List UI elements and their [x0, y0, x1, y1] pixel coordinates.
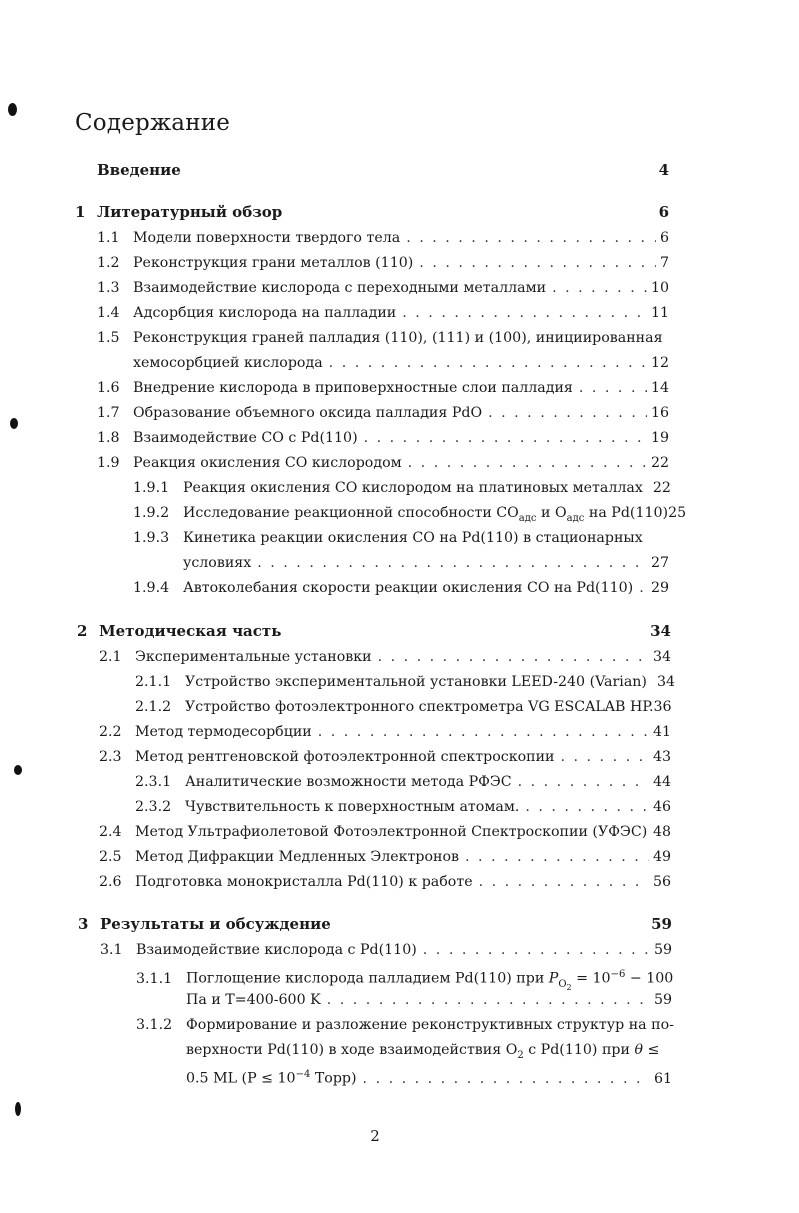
toc-page: 59 [651, 915, 672, 933]
toc-number: 2.4 [99, 824, 122, 840]
toc-leader [518, 773, 649, 791]
toc-title-cont: условиях [183, 555, 252, 571]
toc-number: 2.3.1 [135, 774, 172, 790]
toc-page: 29 [650, 580, 669, 596]
toc-title: Взаимодействие кислорода с Pd(110) [136, 942, 417, 958]
scan-speck [10, 418, 18, 429]
toc-subsection-2-1-1[interactable] [135, 673, 676, 691]
subscript: 2 [566, 982, 572, 992]
toc-subsection-2-1-2[interactable] [135, 698, 671, 716]
toc-page: 19 [650, 430, 669, 446]
toc-page: 27 [650, 555, 669, 571]
page-number: 2 [370, 1127, 380, 1145]
toc-page: 56 [652, 874, 671, 890]
toc-title: Взаимодействие кислорода с переходными металлами [133, 280, 547, 296]
toc-number: 3.1.1 [136, 970, 173, 987]
toc-page: 14 [650, 380, 669, 396]
toc-leader [318, 723, 649, 741]
toc-number: 1.9.3 [133, 530, 170, 546]
toc-page: 43 [652, 749, 671, 765]
toc-title-part: Исследование реакционной способности CO [183, 505, 519, 521]
toc-title: Экспериментальные установки [135, 649, 372, 665]
toc-title: Формирование и разложение реконструктивных структур на по- [186, 1017, 674, 1033]
toc-subsection-2-3-2[interactable] [135, 798, 671, 816]
toc-title-part: = 10 [571, 970, 611, 987]
toc-leader [419, 254, 656, 272]
toc-title: Реакция окисления CO кислородом [133, 455, 402, 471]
toc-number: 2.3.2 [135, 799, 172, 815]
toc-title-part: − 100 [625, 970, 674, 987]
toc-title: Метод термодесорбции [135, 724, 312, 740]
toc-title: Образование объемного оксида палладия PdO [133, 405, 483, 421]
toc-number: 2.6 [99, 874, 122, 890]
toc-title: Подготовка монокристалла Pd(110) к работе [135, 874, 473, 890]
toc-page: 34 [652, 649, 671, 665]
toc-title: Методическая часть [99, 622, 282, 640]
toc-leader [327, 991, 650, 1009]
toc-title: Метод рентгеновской фотоэлектронной спектроскопии [135, 749, 555, 765]
toc-subsection-1-9-1[interactable] [133, 479, 669, 497]
toc-number: 2 [77, 622, 88, 640]
toc-leader [579, 379, 647, 397]
toc-title: Внедрение кислорода в приповерхностные слои палладия [133, 380, 573, 396]
toc-page: 46 [652, 799, 671, 815]
toc-title-part: и O [536, 505, 567, 521]
toc-subsection-3-1-2-cont2[interactable] [186, 1066, 672, 1088]
toc-page: 6 [659, 230, 669, 246]
toc-title: Устройство экспериментальной установки LEED-240 (Varian) [185, 674, 647, 690]
toc-title-cont: хемосорбцией кислорода [133, 355, 323, 371]
toc-title: Кинетика реакции окисления CO на Pd(110) в стационарных [183, 530, 643, 546]
toc-title: Реконструкция грани металлов (110) [133, 255, 414, 271]
toc-number: 2.2 [99, 724, 122, 740]
toc-section-2-5[interactable] [99, 848, 671, 866]
toc-number: 2.5 [99, 849, 122, 865]
toc-page: 7 [659, 255, 669, 271]
toc-subsection-1-9-2[interactable] [133, 504, 687, 528]
toc-section-1-5-cont[interactable] [133, 354, 669, 372]
toc-number: 1.9.4 [133, 580, 170, 596]
toc-title-cont [186, 1041, 659, 1065]
toc-page: 22 [650, 455, 669, 471]
toc-page: 4 [658, 161, 669, 179]
scan-speck [15, 1102, 21, 1116]
toc-page: 22 [652, 480, 671, 496]
toc-number: 3.1.2 [136, 1017, 173, 1033]
toc-leader [479, 873, 649, 891]
toc-subsection-1-9-3[interactable] [133, 529, 669, 547]
toc-page: 10 [650, 280, 669, 296]
toc-subsection-1-9-3-cont[interactable] [183, 554, 669, 572]
subscript: O [558, 978, 567, 990]
toc-page: 12 [650, 355, 669, 371]
toc-section-1-6[interactable] [97, 379, 669, 397]
subscript: адс [566, 512, 585, 524]
toc-number: 1 [75, 203, 86, 221]
toc-section-2-1[interactable] [99, 648, 671, 666]
toc-page: 61 [653, 1070, 672, 1087]
toc-number: 3 [78, 915, 89, 933]
toc-title-part: Торр) [310, 1070, 357, 1087]
toc-title: Реконструкция граней палладия (110), (111) и (100), инициированная [133, 330, 663, 346]
toc-section-1-1[interactable] [97, 229, 669, 247]
toc-page: 34 [650, 622, 671, 640]
toc-leader [423, 941, 650, 959]
toc-number: 1.4 [97, 305, 120, 321]
toc-title: Модели поверхности твердого тела [133, 230, 401, 246]
scan-speck [8, 103, 17, 116]
toc-leader [552, 279, 647, 297]
subscript: адс [518, 512, 537, 524]
toc-leader [406, 229, 656, 247]
toc-section-2-3[interactable] [99, 748, 671, 766]
toc-title-part: с Pd(110) при [523, 1042, 635, 1058]
toc-number: 1.6 [97, 380, 120, 396]
toc-leader [402, 304, 647, 322]
toc-page: 59 [653, 992, 672, 1008]
toc-section-1-2[interactable] [97, 254, 669, 272]
toc-subsection-3-1-1-cont[interactable] [186, 991, 672, 1009]
math-symbol: θ [634, 1042, 644, 1058]
subscript: 2 [517, 1049, 524, 1061]
scan-speck [14, 765, 22, 775]
toc-title: Метод Ультрафиолетовой Фотоэлектронной Спектроскопии (УФЭС) [135, 824, 648, 840]
superscript: −6 [610, 969, 626, 980]
toc-number: 1.9.2 [133, 505, 170, 521]
toc-leader [363, 1070, 650, 1088]
toc-number: 2.3 [99, 749, 122, 765]
toc-leader [525, 798, 649, 816]
toc-intro[interactable] [97, 161, 669, 179]
toc-leader [364, 429, 647, 447]
superscript: −4 [295, 1069, 311, 1080]
toc-section-3-1[interactable] [100, 941, 672, 959]
toc-leader [378, 648, 649, 666]
toc-number: 1.8 [97, 430, 120, 446]
math-symbol: P [548, 970, 559, 987]
toc-leader [408, 454, 647, 472]
page-title: Содержание [75, 110, 231, 136]
toc-title: Метод Дифракции Медленных Электронов [135, 849, 459, 865]
toc-title: Автоколебания скорости реакции окисления CO на Pd(110) [183, 580, 634, 596]
toc-title-part: Поглощение кислорода палладием Pd(110) при [186, 970, 549, 987]
toc-page: 25 [668, 505, 687, 521]
toc-title: Результаты и обсуждение [100, 915, 331, 933]
toc-title: Литературный обзор [97, 203, 283, 221]
toc-number: 2.1.1 [135, 674, 172, 690]
toc-title-cont: Па и T=400-600 K [186, 992, 321, 1008]
toc-section-2-4[interactable] [99, 823, 671, 841]
toc-leader [488, 404, 647, 422]
toc-title-part: 0.5 ML (P ≤ 10 [186, 1070, 296, 1087]
toc-title: Устройство фотоэлектронного спектрометра VG ESCALAB HP. [185, 699, 654, 715]
toc-title: Аналитические возможности метода РФЭС [185, 774, 512, 790]
toc-number: 1.5 [97, 330, 120, 346]
toc-number: 1.9 [97, 455, 120, 471]
toc-number: 1.3 [97, 280, 120, 296]
toc-number: 1.9.1 [133, 480, 170, 496]
toc-title: Взаимодействие CO с Pd(110) [133, 430, 358, 446]
toc-section-2-2[interactable] [99, 723, 671, 741]
toc-title-part: верхности Pd(110) в ходе взаимодействия O [186, 1042, 518, 1058]
toc-number: 1.2 [97, 255, 120, 271]
toc-section-1-3[interactable] [97, 279, 669, 297]
toc-chapter-3[interactable] [78, 915, 672, 933]
toc-section-1-7[interactable] [97, 404, 669, 422]
toc-section-1-4[interactable] [97, 304, 669, 322]
toc-page: 49 [652, 849, 671, 865]
toc-page: 11 [650, 305, 669, 321]
toc-title [183, 504, 668, 528]
toc-page: 44 [652, 774, 671, 790]
toc-section-1-8[interactable] [97, 429, 669, 447]
toc-leader [639, 579, 647, 597]
toc-number: 3.1 [100, 942, 123, 958]
toc-page: 41 [652, 724, 671, 740]
toc-subsection-3-1-2[interactable] [136, 1016, 672, 1034]
toc-title-part: ≤ [643, 1042, 660, 1058]
toc-number: 2.1.2 [135, 699, 172, 715]
toc-chapter-1[interactable] [75, 203, 669, 221]
toc-leader [257, 554, 647, 572]
toc-section-2-6[interactable] [99, 873, 671, 891]
toc-subsection-2-3-1[interactable] [135, 773, 671, 791]
toc-title: Введение [97, 161, 181, 179]
toc-chapter-2[interactable] [77, 622, 671, 640]
toc-section-1-9[interactable] [97, 454, 669, 472]
toc-page: 16 [650, 405, 669, 421]
toc-title: Чувствительность к поверхностным атомам. [185, 799, 520, 815]
toc-leader [329, 354, 647, 372]
toc-page: 6 [658, 203, 669, 221]
toc-title-cont [186, 1066, 357, 1088]
toc-number: 2.1 [99, 649, 122, 665]
toc-page: 36 [653, 699, 672, 715]
toc-subsection-3-1-2-cont[interactable] [186, 1041, 672, 1065]
toc-page: 48 [652, 824, 671, 840]
toc-title: Реакция окисления CO кислородом на платиновых металлах [183, 480, 643, 496]
toc-page: 59 [653, 942, 672, 958]
toc-leader [561, 748, 649, 766]
toc-leader [465, 848, 649, 866]
toc-page: 34 [656, 674, 676, 690]
toc-section-1-5[interactable] [97, 329, 669, 347]
toc-title-part: на Pd(110) [584, 505, 669, 521]
toc-title: Адсорбция кислорода на палладии [133, 305, 397, 321]
toc-number: 1.1 [97, 230, 120, 246]
toc-subsection-1-9-4[interactable] [133, 579, 669, 597]
toc-number: 1.7 [97, 405, 120, 421]
